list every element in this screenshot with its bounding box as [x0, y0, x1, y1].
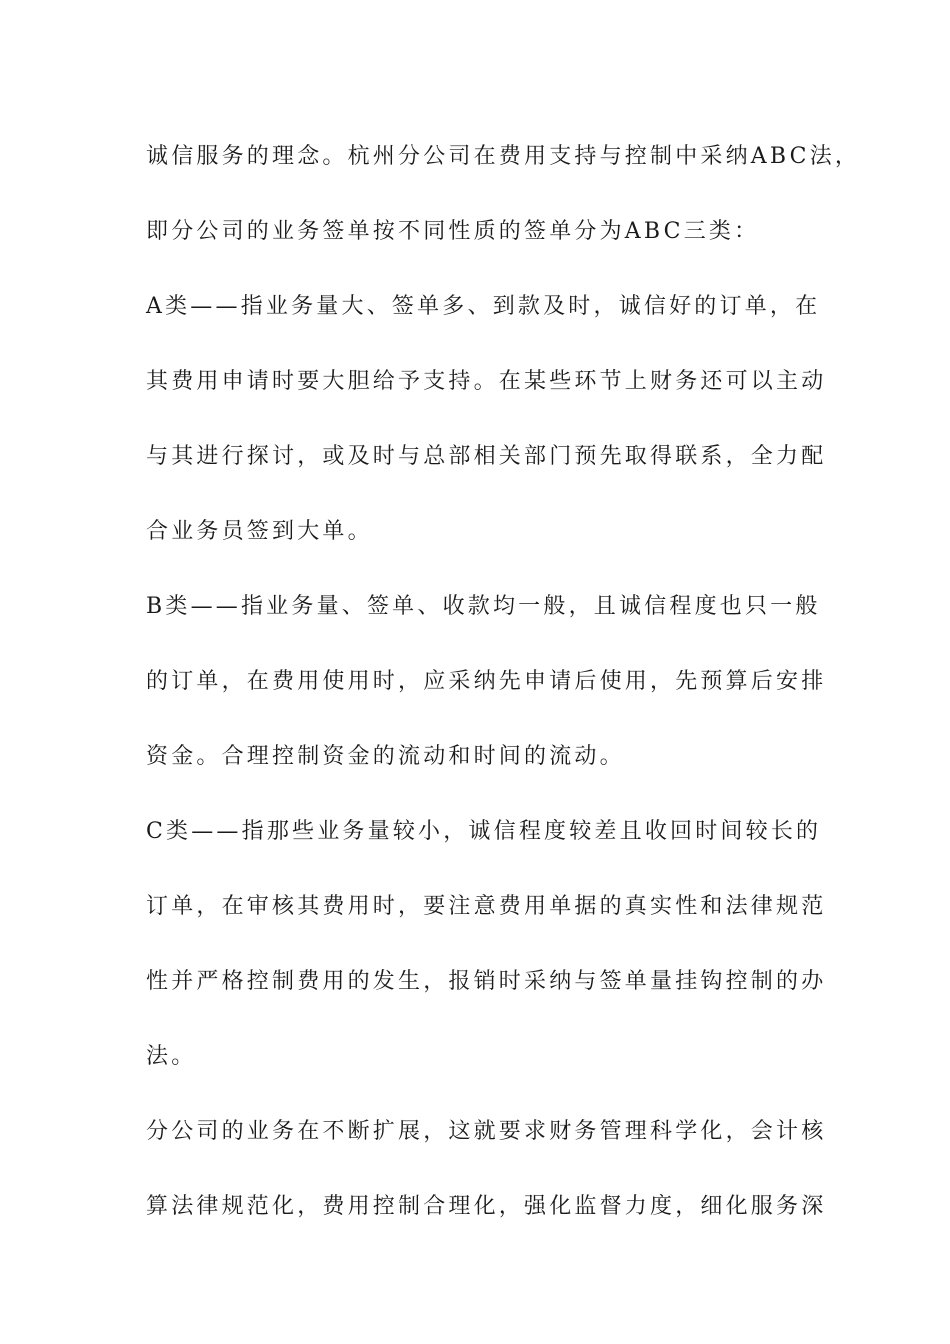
document-body: [146, 128, 861, 1253]
text-line: C类——指那些业务量较小，诚信程度较差且收回时间较长的: [146, 819, 822, 844]
text-line: 合业务员签到大单。: [146, 519, 373, 544]
text-line: 分公司的业务在不断扩展，这就要求财务管理科学化，会计核: [146, 1119, 827, 1144]
text-line: 的订单，在费用使用时，应采纳先申请后使用，先预算后安排: [146, 669, 827, 694]
text-line: B类——指业务量、签单、收款均一般，且诚信程度也只一般: [146, 594, 821, 619]
text-line: 资金。合理控制资金的流动和时间的流动。: [146, 744, 625, 769]
text-line: A类——指业务量大、签单多、到款及时，诚信好的订单，在: [146, 294, 821, 319]
text-line: 法。: [146, 1044, 197, 1069]
text-line: 与其进行探讨，或及时与总部相关部门预先取得联系，全力配: [146, 444, 827, 469]
text-line: 算法律规范化，费用控制合理化，强化监督力度，细化服务深: [146, 1194, 827, 1219]
text-line: 性并严格控制费用的发生，报销时采纳与签单量挂钩控制的办: [146, 969, 827, 994]
text-line: 订单，在审核其费用时，要注意费用单据的真实性和法律规范: [146, 894, 827, 919]
text-line: 即分公司的业务签单按不同性质的签单分为ABC三类：: [146, 219, 760, 244]
text-line: 诚信服务的理念。杭州分公司在费用支持与控制中采纳ABC法，: [146, 144, 861, 169]
text-line: 其费用申请时要大胆给予支持。在某些环节上财务还可以主动: [146, 369, 827, 394]
